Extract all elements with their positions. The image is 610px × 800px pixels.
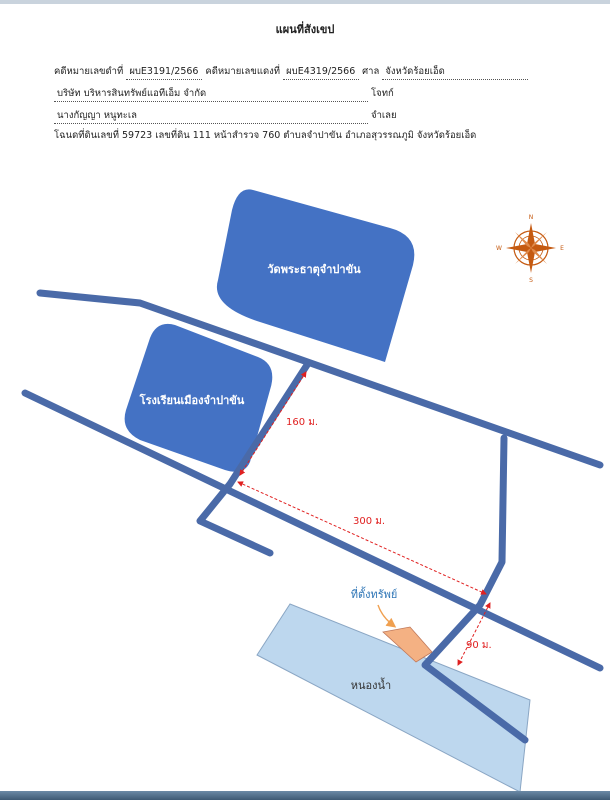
compass-s-label: S: [529, 277, 533, 284]
distance-300-label: 300 ม.: [353, 516, 386, 527]
property-pointer-arrow: [378, 605, 394, 626]
black-case-value: ผบE3191/2566: [126, 64, 202, 80]
distance-160-label: 160 ม.: [286, 417, 319, 428]
black-case-label: คดีหมายเลขดำที่: [54, 66, 124, 77]
bottom-bar: [0, 791, 610, 800]
compass-e-label: E: [560, 245, 564, 252]
court-label: ศาล: [362, 66, 380, 77]
land-deed-line: โฉนดที่ดินเลขที่ 59723 เลขที่ดิน 111 หน้าสำรวจ 760 ตำบลจำปาขัน อำเภอสุวรรณภูมิ จังหวัดร้อยเอ็ด: [54, 130, 477, 141]
pond-label: หนองน้ำ: [350, 679, 392, 692]
red-case-value: ผบE4319/2566: [283, 64, 359, 80]
property-label: ที่ตั้งทรัพย์: [350, 588, 398, 601]
plaintiff-value: บริษัท บริหารสินทรัพย์แอทีเอ็ม จำกัด: [54, 86, 368, 102]
compass-w-label: W: [496, 245, 502, 252]
dimension-300-line: [238, 482, 486, 594]
defendant-value: นางกัญญา หนูทะเล: [54, 108, 368, 124]
school-label: โรงเรียนเมืองจำปาขัน: [139, 394, 245, 407]
distance-90-label: 90 ม.: [466, 640, 492, 651]
court-value: จังหวัดร้อยเอ็ด: [382, 64, 528, 80]
compass-n-label: N: [528, 214, 534, 221]
page-title: แผนที่สังเขป: [275, 23, 335, 36]
temple-label: วัดพระธาตุจำปาขัน: [267, 263, 361, 276]
red-case-label: คดีหมายเลขแดงที่: [205, 66, 281, 77]
defendant-label: จำเลย: [371, 110, 397, 121]
plaintiff-label: โจทก์: [371, 88, 394, 99]
compass-rose: [496, 214, 564, 284]
